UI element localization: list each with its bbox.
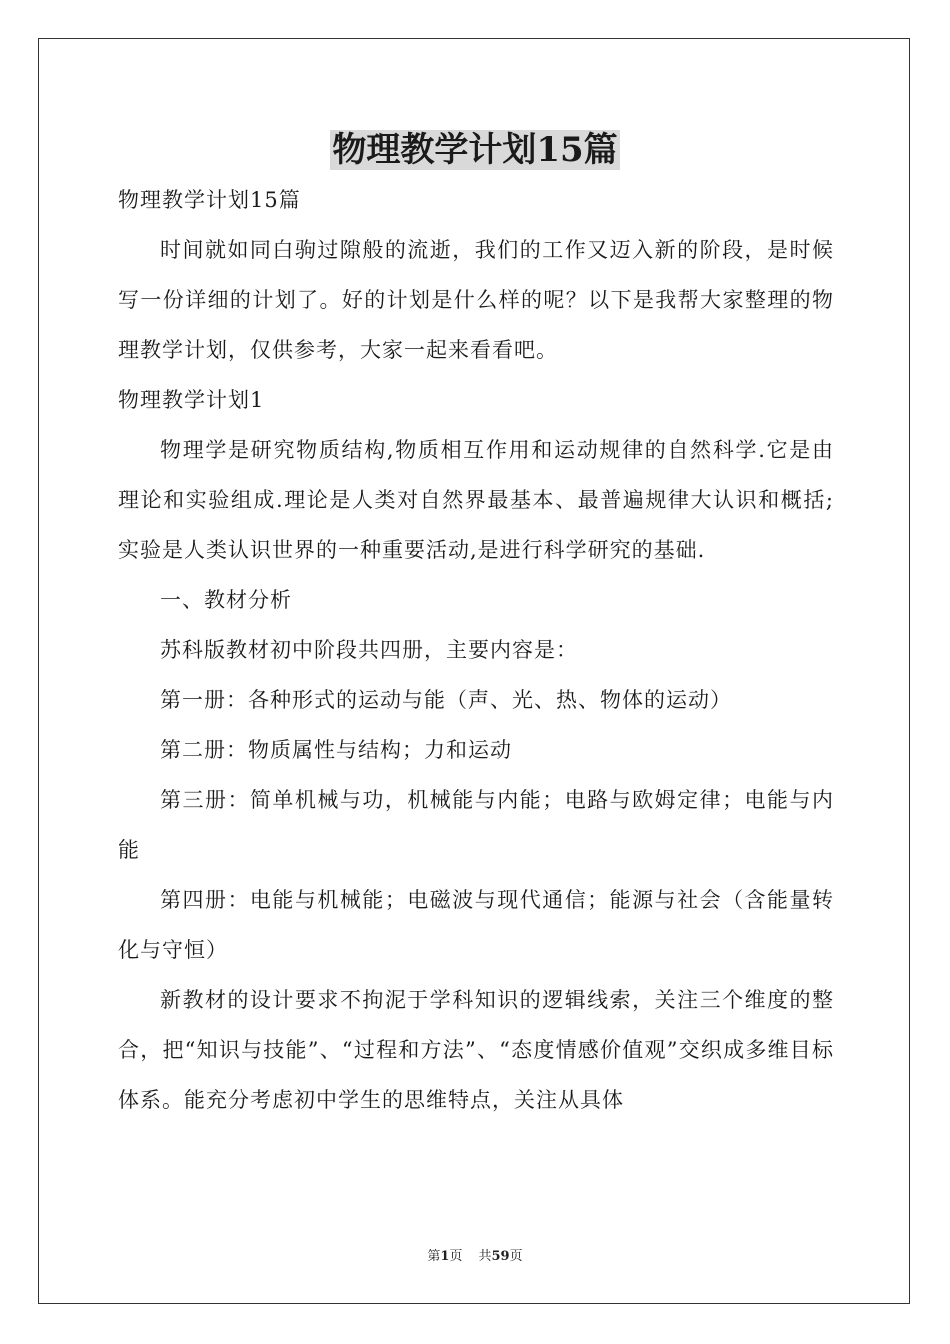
volume-4-paragraph: 第四册：电能与机械能；电磁波与现代通信；能源与社会（含能量转化与守恒）: [118, 888, 834, 962]
physics-definition-paragraph: 物理学是研究物质结构,物质相互作用和运动规律的自然科学.它是由理论和实验组成.理论是人类对自然界最基本、最普遍规律大认识和概括;实验是人类认识世界的一种重要活动,是进行科学研究的基础.: [118, 438, 834, 562]
page-suffix: 页: [449, 1249, 463, 1264]
document-title: [0, 128, 950, 172]
section-heading-plan-1: 物理教学计划1: [118, 388, 265, 412]
volume-3-paragraph: 第三册：简单机械与功，机械能与内能；电路与欧姆定律；电能与内能: [118, 788, 834, 862]
new-textbook-design-paragraph: 新教材的设计要求不拘泥于学科知识的逻辑线索，关注三个维度的整合，把“知识与技能”、“过程和方法”、“态度情感价值观”交织成多维目标体系。能充分考虑初中学生的思维特点，关注从具体: [118, 988, 834, 1112]
document-title-text: 物理教学计划15篇: [332, 130, 618, 170]
intro-paragraph: 时间就如同白驹过隙般的流逝，我们的工作又迈入新的阶段，是时候写一份详细的计划了。好的计划是什么样的呢？以下是我帮大家整理的物理教学计划，仅供参考，大家一起来看看吧。: [118, 238, 834, 362]
total-pages: 59: [491, 1249, 510, 1264]
subtitle-line: 物理教学计划15篇: [118, 188, 301, 212]
page-prefix: 第: [427, 1249, 441, 1264]
textbook-analysis-heading: 一、教材分析: [160, 588, 292, 612]
document-body: [118, 175, 834, 1125]
volume-2-paragraph: 第二册：物质属性与结构；力和运动: [160, 738, 512, 762]
page-number: 1: [440, 1249, 450, 1264]
volume-1-paragraph: 第一册：各种形式的运动与能（声、光、热、物体的运动）: [160, 688, 732, 712]
total-suffix: 页: [509, 1249, 523, 1264]
textbook-overview-paragraph: 苏科版教材初中阶段共四册，主要内容是：: [160, 638, 578, 662]
total-prefix: 共: [478, 1249, 492, 1264]
page-footer: [0, 1248, 950, 1266]
